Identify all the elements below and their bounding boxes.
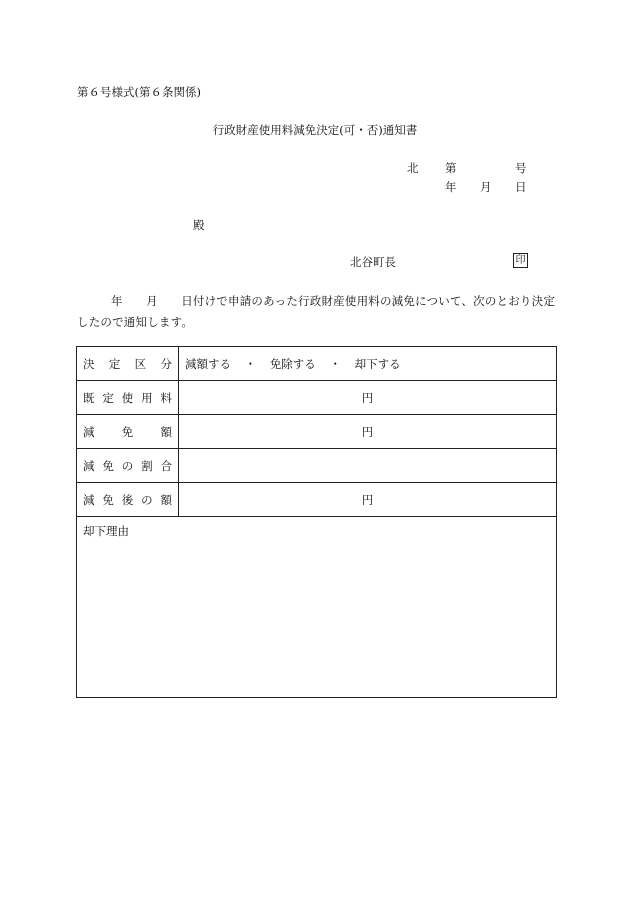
option-reject[interactable]: 却下する — [354, 356, 401, 371]
option-reduce[interactable]: 減額する — [185, 356, 231, 371]
label-char: 合 — [160, 458, 172, 473]
row-reduction-amount — [77, 415, 557, 449]
decision-table — [76, 346, 557, 698]
row-reduction-rate — [77, 449, 557, 483]
date-day: 日 — [515, 180, 527, 194]
date-year: 年 — [445, 180, 457, 194]
label-standard-fee — [77, 381, 179, 415]
label-char: 定 — [108, 356, 121, 371]
label-char: 分 — [160, 356, 172, 371]
label-char: 既 — [83, 390, 95, 405]
issuer-name: 北谷町長 — [350, 255, 396, 269]
reference-dai: 第 — [445, 161, 457, 175]
label-char: 使 — [121, 390, 134, 405]
label-char: 割 — [141, 458, 153, 473]
reference-prefix: 北 — [407, 161, 419, 175]
yen-unit: 円 — [361, 424, 374, 439]
row-rejection-reason — [77, 517, 557, 698]
yen-unit: 円 — [361, 492, 374, 507]
date-month: 月 — [480, 180, 492, 194]
rejection-reason-label: 却下理由 — [83, 524, 129, 538]
addressee-honorific: 殿 — [193, 218, 205, 232]
label-char: 決 — [83, 356, 95, 371]
option-exempt[interactable]: 免除する — [269, 356, 316, 371]
document-title: 行政財産使用料減免決定(可・否)通知書 — [212, 123, 418, 137]
reduction-amount-field[interactable] — [179, 415, 557, 449]
label-char: 免 — [102, 458, 114, 473]
reduction-rate-field[interactable] — [179, 449, 557, 483]
row-standard-fee — [77, 381, 557, 415]
label-char: 額 — [160, 492, 172, 507]
label-char: 区 — [134, 356, 147, 371]
decision-options — [179, 347, 557, 381]
reference-go: 号 — [515, 161, 527, 175]
label-char: 減 — [83, 458, 95, 473]
label-char: の — [121, 458, 134, 473]
label-char: の — [141, 492, 153, 507]
form-number: 第６号様式(第６条関係) — [77, 85, 201, 99]
label-reduction-rate — [77, 449, 179, 483]
row-amount-after-reduction — [77, 483, 557, 517]
label-reduction-amount — [77, 415, 179, 449]
label-amount-after-reduction — [77, 483, 179, 517]
option-separator: ・ — [329, 356, 341, 371]
label-char: 減 — [83, 492, 95, 507]
yen-unit: 円 — [361, 390, 374, 405]
label-char: 料 — [160, 390, 172, 405]
body-text: 年 月 日付けで申請のあった行政財産使用料の減免について、次のとおり決定したので通知します。 — [77, 294, 556, 329]
rejection-reason-field[interactable] — [77, 517, 557, 698]
label-char: 定 — [102, 390, 114, 405]
label-char: 免 — [102, 492, 114, 507]
label-char: 額 — [160, 424, 172, 439]
label-decision-type — [77, 347, 179, 381]
label-char: 免 — [121, 424, 134, 439]
label-char: 減 — [83, 424, 95, 439]
label-char: 用 — [141, 390, 153, 405]
label-char: 後 — [121, 492, 134, 507]
standard-fee-field[interactable] — [179, 381, 557, 415]
seal-mark: 印 — [513, 253, 528, 268]
amount-after-reduction-field[interactable] — [179, 483, 557, 517]
row-decision-type — [77, 347, 557, 381]
option-separator: ・ — [244, 356, 257, 371]
